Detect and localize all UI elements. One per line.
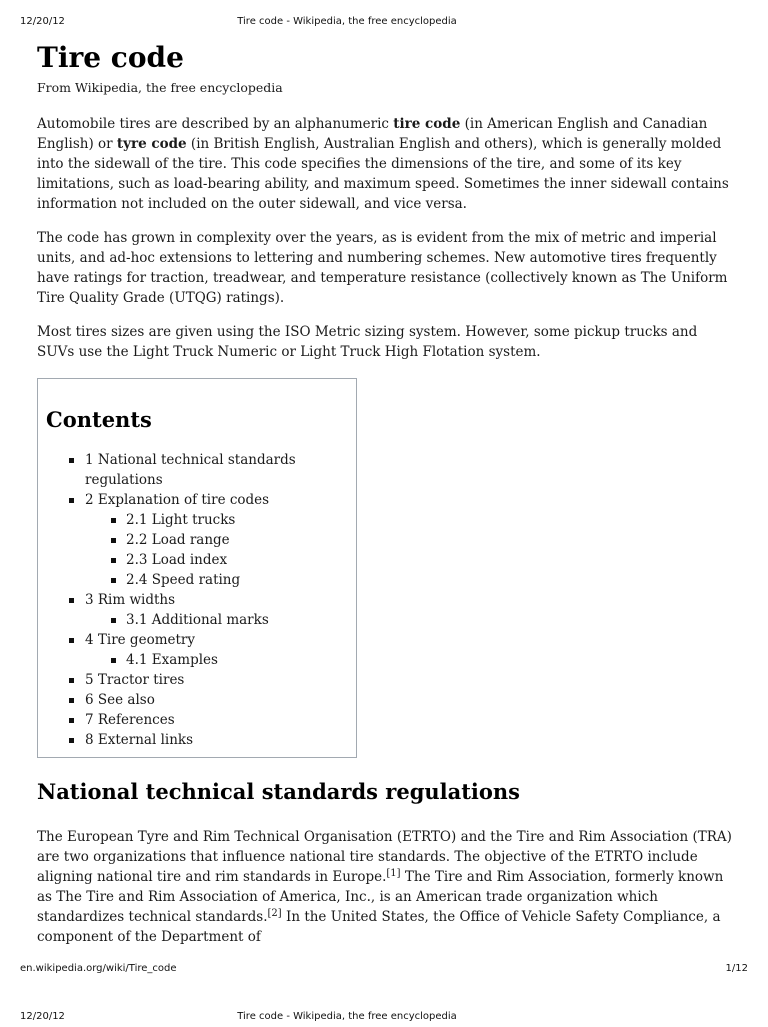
toc-item[interactable]: 6 See also [46,690,348,710]
print-date: 12/20/12 [20,1011,65,1022]
toc-list [46,450,348,750]
section-heading: National technical standards regulations [37,779,520,804]
print-page-number: 1/12 [725,963,748,974]
toc-item[interactable]: 5 Tractor tires [46,670,348,690]
toc-subitem[interactable]: 2.4 Speed rating [46,570,348,590]
reference-link[interactable]: [1] [386,868,401,879]
print-header [0,16,768,32]
toc-item[interactable]: 4 Tire geometry [46,630,348,650]
toc-subitem[interactable]: 2.3 Load index [46,550,348,570]
toc-item[interactable]: 8 External links [46,730,348,750]
toc-subitem[interactable]: 4.1 Examples [46,650,348,670]
print-date: 12/20/12 [20,16,65,27]
toc-item[interactable]: 2 Explanation of tire codes [46,490,348,510]
reference-link[interactable]: [2] [267,908,282,919]
toc-item[interactable]: 7 References [46,710,348,730]
term-tyre-code: tyre code [116,136,187,152]
intro-paragraph-2: The code has grown in complexity over the years, as is evident from the mix of metric and imperial units, and ad-hoc extensions to lettering and numbering schemes. New automotive tires frequently have ratings for traction, treadwear, and temperature resistance (collectively known as The Uniform Tire Quality Grade (UTQG) ratings). [37,230,728,306]
print-page-title: Tire code - Wikipedia, the free encyclopedia [237,1011,457,1022]
term-tire-code: tire code [393,116,461,132]
intro-paragraph-1: Automobile tires are described by an alphanumeric tire code (in American English and Canadian English) or tyre code (in British English, Australian English and others), which is generally molded into the sidewall of the tire. This code specifies the dimensions of the tire, and some of its key limitations, such as load-bearing ability, and maximum speed. Sometimes the inner sidewall contains information not included on the outer sidewall, and vice versa. [37,116,729,212]
page-title: Tire code [37,41,184,74]
table-of-contents [37,378,357,758]
print-page-title: Tire code - Wikipedia, the free encyclopedia [237,16,457,27]
toc-subitem[interactable]: 2.1 Light trucks [46,510,348,530]
section-paragraph: The European Tyre and Rim Technical Organisation (ETRTO) and the Tire and Rim Association (TRA) are two organizations that influence national tire standards. The objective of the ETRTO include aligning national tire and rim standards in Europe.[1] The Tire and Rim Association, formerly known as The Tire and Rim Association of America, Inc., is an American trade organization which standardizes technical standards.[2] In the United States, the Office of Vehicle Safety Compliance, a component of the Department of [37,829,732,945]
next-page-header [0,1011,768,1027]
page-subtitle: From Wikipedia, the free encyclopedia [37,80,283,95]
toc-subitem[interactable]: 2.2 Load range [46,530,348,550]
intro-paragraph-3: Most tires sizes are given using the ISO Metric sizing system. However, some pickup trucks and SUVs use the Light Truck Numeric or Light Truck High Flotation system. [37,324,698,360]
toc-heading: Contents [46,407,152,432]
toc-subitem[interactable]: 3.1 Additional marks [46,610,348,630]
article-content [37,40,737,947]
print-url: en.wikipedia.org/wiki/Tire_code [20,963,177,974]
print-footer [0,963,768,979]
toc-item[interactable]: 1 National technical standards regulations [46,450,348,490]
toc-item[interactable]: 3 Rim widths [46,590,348,610]
